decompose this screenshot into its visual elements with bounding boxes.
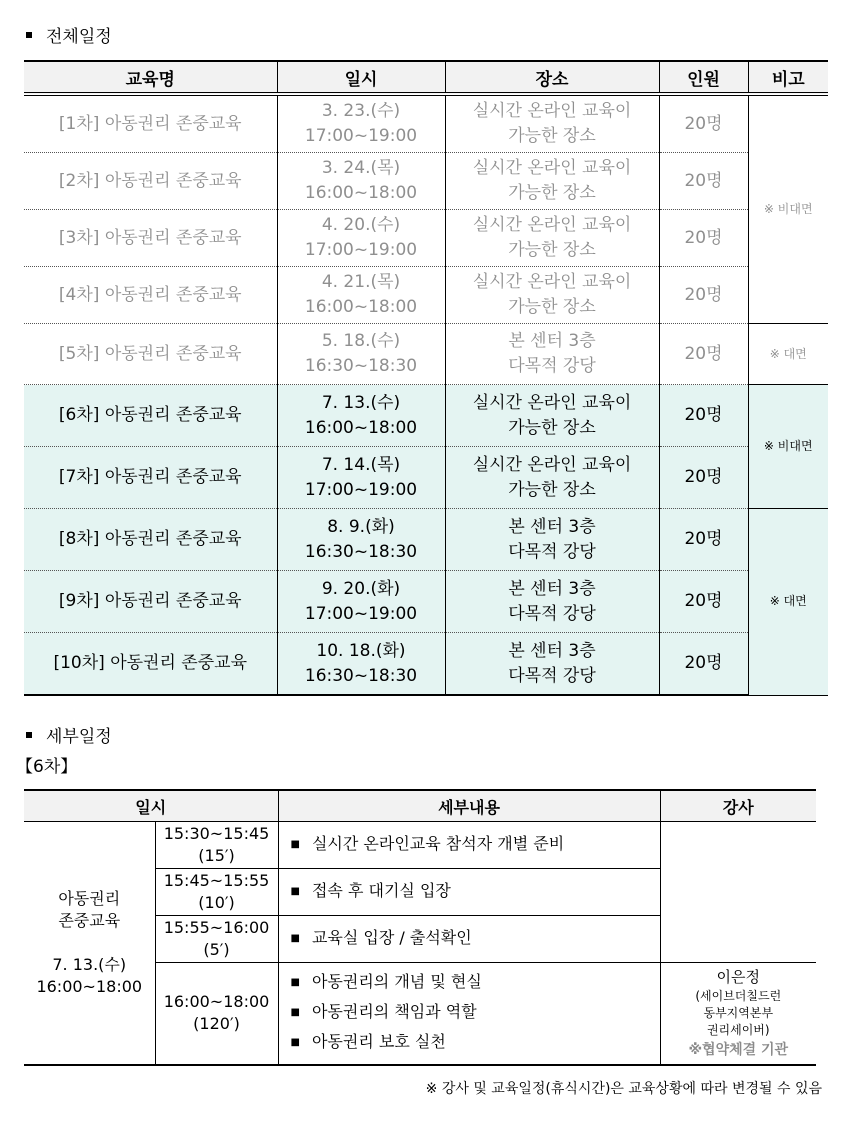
table-header-row: [24, 61, 828, 94]
course-datetime: [277, 633, 445, 696]
course-name: [6차] 아동권리 존중교육: [24, 385, 277, 447]
course-headcount: 20명: [659, 571, 748, 633]
table-row: [24, 94, 828, 153]
course-time: 16:30~18:30: [304, 356, 418, 376]
course-datetime: [277, 267, 445, 324]
course-date: 8. 9.(화): [327, 516, 395, 537]
detail-session-label: 【6차】: [16, 757, 78, 777]
course-time: 16:00~18:00: [304, 183, 418, 203]
course-headcount: 20명: [659, 94, 748, 153]
place-line: 본 센터 3층: [508, 640, 596, 661]
slot-time-range: 15:55~16:00: [163, 918, 270, 937]
slot-time: [155, 963, 278, 1065]
course-date: 4. 20.(수): [321, 215, 401, 235]
place-line: 실시간 온라인 교육이: [472, 215, 632, 235]
place-line: 본 센터 3층: [508, 331, 596, 351]
detail-schedule-table: [24, 789, 816, 1066]
header-lecturer: 강사: [660, 790, 816, 822]
lecturer-org: 동부지역본부: [703, 1005, 774, 1020]
slot-time: [155, 916, 278, 963]
session-date: 7. 13.(수): [52, 954, 127, 974]
course-place: [445, 571, 659, 633]
table-row: [24, 509, 828, 571]
course-place: [445, 153, 659, 210]
session-time: 16:00~18:00: [36, 976, 143, 996]
note-online: ※ 비대면: [748, 94, 828, 324]
slot-content: [278, 916, 660, 963]
slot-content: [278, 963, 660, 1065]
course-place: [445, 447, 659, 509]
course-headcount: 20명: [659, 633, 748, 696]
course-date: 7. 14.(목): [321, 454, 401, 475]
header-place: 장소: [445, 61, 659, 94]
header-content: 세부내용: [278, 790, 660, 822]
lecturer-org: (세이브더칠드런: [695, 988, 782, 1003]
slot-duration: (120′): [193, 1014, 240, 1034]
lecturer-org: 권리세이버): [706, 1022, 770, 1037]
header-datetime: 일시: [24, 790, 278, 822]
session-title-line: 아동권리: [58, 888, 121, 908]
course-headcount: 20명: [659, 447, 748, 509]
course-place: [445, 210, 659, 267]
lecturer-empty-cell: [660, 822, 816, 963]
table-row: [24, 822, 816, 869]
course-datetime: [277, 94, 445, 153]
course-place: [445, 267, 659, 324]
course-date: 9. 20.(화): [321, 578, 401, 599]
note-offline: ※ 대면: [748, 509, 828, 696]
place-line: 다목적 강당: [508, 603, 596, 624]
course-name: [9차] 아동권리 존중교육: [24, 571, 277, 633]
place-line: 본 센터 3층: [508, 578, 596, 599]
course-date: 5. 18.(수): [321, 331, 401, 351]
detail-section-title: 세부일정: [26, 722, 112, 747]
place-line: 본 센터 3층: [508, 516, 596, 537]
table-row: [24, 210, 828, 267]
course-headcount: 20명: [659, 267, 748, 324]
session-datetime-cell: [24, 822, 155, 1065]
course-name: [2차] 아동권리 존중교육: [24, 153, 277, 210]
overall-section-title: 전체일정: [26, 22, 112, 47]
slot-time-range: 15:45~15:55: [163, 871, 270, 890]
slot-time: [155, 869, 278, 916]
course-date: 3. 23.(수): [321, 101, 401, 121]
course-datetime: [277, 153, 445, 210]
course-datetime: [277, 324, 445, 385]
list-item: ■ 아동권리 보호 실천: [291, 1028, 660, 1058]
list-item: ■ 접속 후 대기실 입장: [291, 877, 660, 907]
course-place: [445, 385, 659, 447]
course-time: 17:00~19:00: [304, 603, 418, 624]
place-line: 실시간 온라인 교육이: [472, 392, 632, 413]
course-datetime: [277, 210, 445, 267]
course-headcount: 20명: [659, 210, 748, 267]
course-place: [445, 509, 659, 571]
course-date: 7. 13.(수): [321, 392, 401, 413]
table-row: [24, 267, 828, 324]
course-time: 16:30~18:30: [304, 541, 418, 562]
table-row: [24, 571, 828, 633]
place-line: 실시간 온라인 교육이: [472, 454, 632, 475]
note-online: ※ 비대면: [748, 385, 828, 509]
course-place: [445, 633, 659, 696]
note-offline: ※ 대면: [748, 324, 828, 385]
slot-duration: (10′): [198, 893, 235, 912]
place-line: 실시간 온라인 교육이: [472, 158, 632, 178]
list-item: ■ 아동권리의 책임과 역할: [291, 998, 660, 1028]
list-item: ■ 교육실 입장 / 출석확인: [291, 924, 660, 954]
place-line: 가능한 장소: [508, 126, 596, 146]
slot-duration: (5′): [203, 940, 230, 959]
course-place: [445, 324, 659, 385]
place-line: 가능한 장소: [508, 479, 596, 500]
slot-time-range: 15:30~15:45: [163, 824, 270, 843]
table-row: [24, 447, 828, 509]
course-date: 4. 21.(목): [321, 272, 401, 292]
session-title-line: 존중교육: [58, 910, 121, 930]
course-name: [1차] 아동권리 존중교육: [24, 94, 277, 153]
table-row: [24, 153, 828, 210]
slot-content: [278, 869, 660, 916]
header-course-name: 교육명: [24, 61, 277, 94]
course-name: [3차] 아동권리 존중교육: [24, 210, 277, 267]
slot-duration: (15′): [198, 846, 235, 865]
table-row: [24, 633, 828, 696]
course-place: [445, 94, 659, 153]
course-time: 17:00~19:00: [304, 240, 418, 260]
course-datetime: [277, 447, 445, 509]
course-time: 16:00~18:00: [304, 417, 418, 438]
course-datetime: [277, 385, 445, 447]
place-line: 다목적 강당: [508, 541, 596, 562]
course-date: 3. 24.(목): [321, 158, 401, 178]
table-row: [24, 385, 828, 447]
footnote: ※ 강사 및 교육일정(휴식시간)은 교육상황에 따라 변경될 수 있음: [425, 1081, 822, 1097]
place-line: 다목적 강당: [508, 356, 596, 376]
header-datetime: 일시: [277, 61, 445, 94]
course-time: 16:00~18:00: [304, 297, 418, 317]
course-date: 10. 18.(화): [316, 640, 406, 661]
overall-schedule-table: [24, 60, 828, 696]
course-time: 16:30~18:30: [304, 665, 418, 686]
course-headcount: 20명: [659, 385, 748, 447]
course-datetime: [277, 571, 445, 633]
header-note: 비고: [748, 61, 828, 94]
course-headcount: 20명: [659, 324, 748, 385]
course-headcount: 20명: [659, 153, 748, 210]
place-line: 실시간 온라인 교육이: [472, 272, 632, 292]
table-row: [24, 324, 828, 385]
lecturer-mou-note: ※협약체결 기관: [688, 1041, 789, 1058]
square-bullet-icon: [26, 32, 32, 38]
course-name: [7차] 아동권리 존중교육: [24, 447, 277, 509]
course-datetime: [277, 509, 445, 571]
place-line: 실시간 온라인 교육이: [472, 101, 632, 121]
square-bullet-icon: [26, 732, 32, 738]
course-name: [10차] 아동권리 존중교육: [24, 633, 277, 696]
course-time: 17:00~19:00: [304, 126, 418, 146]
place-line: 가능한 장소: [508, 240, 596, 260]
slot-time: [155, 822, 278, 869]
list-item: ■ 아동권리의 개념 및 현실: [291, 968, 660, 998]
place-line: 다목적 강당: [508, 665, 596, 686]
lecturer-name: 이은정: [716, 967, 760, 986]
course-name: [8차] 아동권리 존중교육: [24, 509, 277, 571]
list-item: ■ 실시간 온라인교육 참석자 개별 준비: [291, 830, 660, 860]
lecturer-cell: [660, 963, 816, 1065]
course-name: [4차] 아동권리 존중교육: [24, 267, 277, 324]
course-name: [5차] 아동권리 존중교육: [24, 324, 277, 385]
header-headcount: 인원: [659, 61, 748, 94]
place-line: 가능한 장소: [508, 297, 596, 317]
place-line: 가능한 장소: [508, 183, 596, 203]
slot-time-range: 16:00~18:00: [163, 992, 270, 1012]
slot-content: [278, 822, 660, 869]
course-time: 17:00~19:00: [304, 479, 418, 500]
course-headcount: 20명: [659, 509, 748, 571]
place-line: 가능한 장소: [508, 417, 596, 438]
table-header-row: [24, 790, 816, 822]
